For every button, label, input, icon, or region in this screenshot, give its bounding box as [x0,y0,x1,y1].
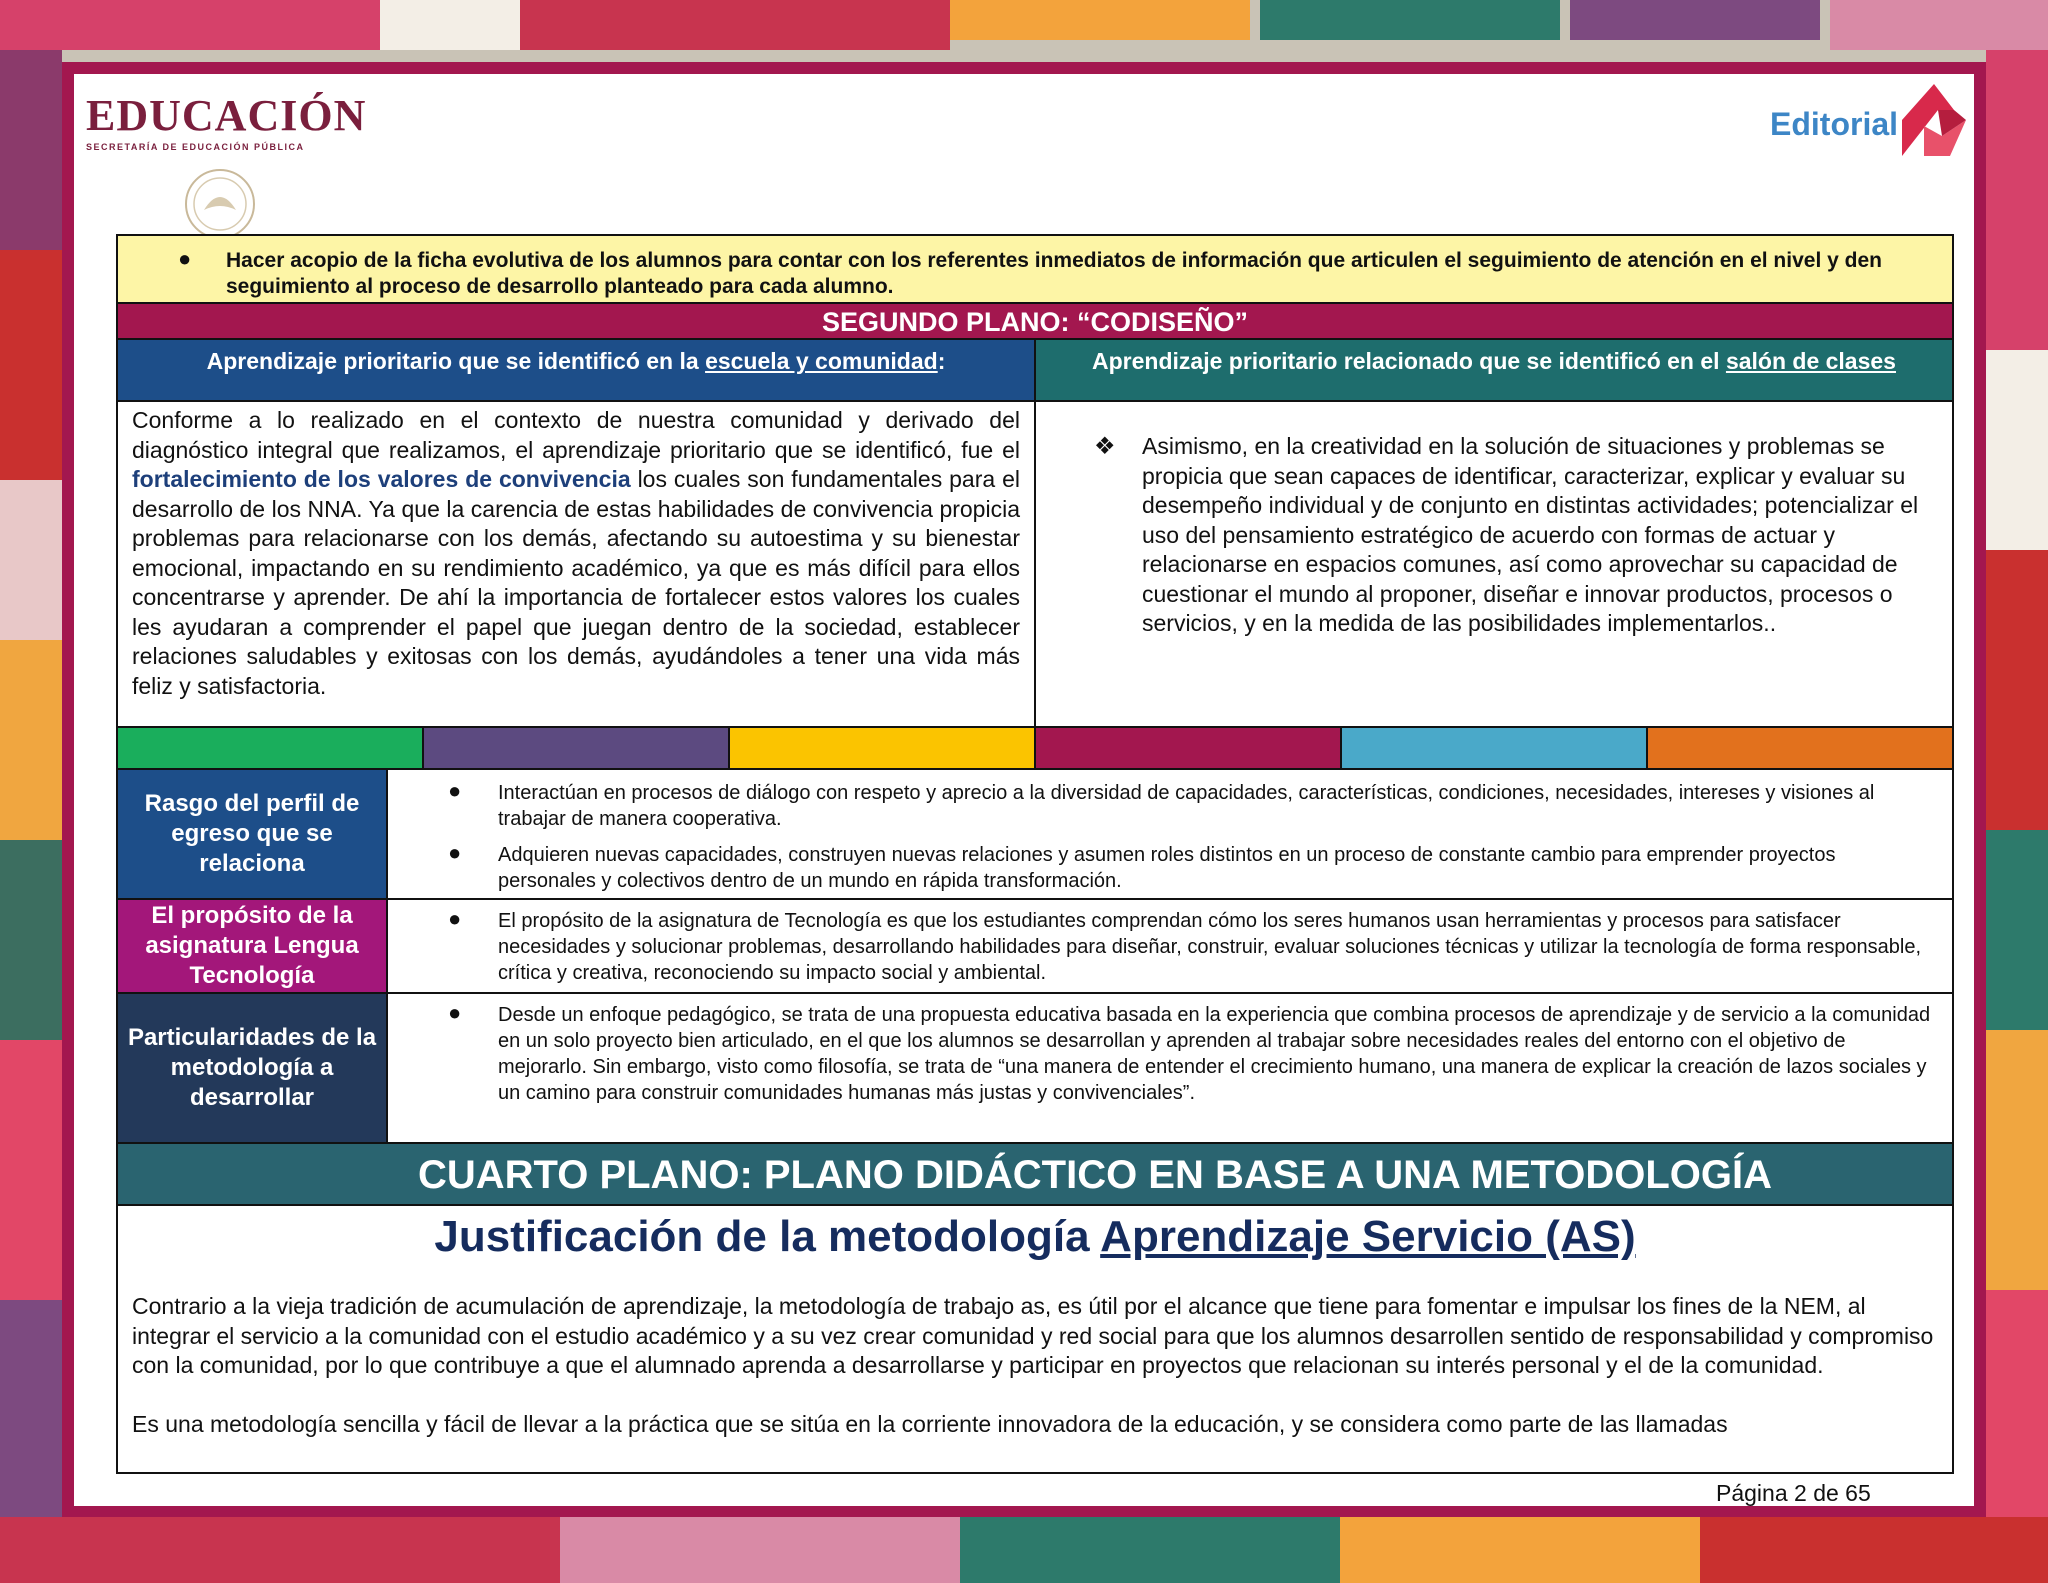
editorial-text: Editorial [1770,106,1899,142]
heading-colon: : [937,348,946,374]
justification-paragraph-2: Es una metodología sencilla y fácil de llevar a la práctica que se sitúa en la corriente innovadora de la educación, y se considera como parte de las llamadas [132,1410,1728,1437]
heading-text: Aprendizaje prioritario relacionado que se identificó en el [1092,348,1726,374]
justification-title-text: Justificación de la metodología [434,1212,1101,1261]
list-item [448,906,1932,986]
rasgo-content [388,770,1952,900]
justification-body [118,1292,1952,1472]
particularidades-item-1: Desde un enfoque pedagógico, se trata de una propuesta educativa basada en la experiencia que combina procesos de aprendizaje y de servicio a la comunidad en un solo proyecto bien articulado, en el que los alumnos se desarrollan y aprenden al trabajar sobre necesidades reales del entorno con el objetivo de mejorarlo. Sin embargo, visto como filosofía, se trata de “una manera de entender el crecimiento humano, una manera de explicar la creación de lazos sociales y un camino para construir comunidades humanas más justas y convivenciales”. [498,1004,1931,1104]
educacion-logo [86,92,386,152]
school-community-heading [118,340,1036,402]
bullet-dot-icon: ● [178,246,192,271]
main-table [116,234,1954,1474]
right-body-text: Asimismo, en la creatividad en la solución de situaciones y problemas se propicia que sean capaces de identificar, caracterizar, explicar y evaluar su desempeño individual y de conjunto en distintas actividades; potencializar el uso del pensamiento estratégico de acuerdo con formas de actuar y relacionarse en espacios comunes, así como aprovechar su capacidad de cuestionar el mundo al proponer, diseñar e innovar productos, procesos o servicios, y en la medida de las posibilidades implementarlos.. [1142,433,1919,636]
list-item [448,1000,1932,1106]
particularidades-content [388,994,1952,1144]
color-bar-yellow [730,728,1036,770]
left-body-part2: los cuales son fundamentales para el desarrollo de los NNA. Ya que la carencia de estas habilidades de convivencia propicia problemas para relacionarse con los demás, afectando su autoestima y su bienestar emocional, impactando en su rendimiento académico, ya que es más difícil para ellos concentrarse y aprender. De ahí la importancia de fortalecer estos valores los cuales les ayudaran a comprender el papel que juegan dentro de la sociedad, establecer relaciones saludables y exitosas con los demás, ayudándoles a tener una vida más feliz y satisfactoria. [132,466,1020,699]
proposito-item-1: El propósito de la asignatura de Tecnología es que los estudiantes comprendan cómo los seres humanos usan herramientas y procesos para satisfacer necesidades y solucionar problemas, desarrollando habilidades para diseñar, construir, evaluar soluciones técnicas y utilizar la tecnología de forma responsable, crítica y creativa, reconociendo su impacto social y ambiental. [498,910,1922,984]
diamond-bullet-icon: ❖ [1094,433,1116,460]
bullet-dot-icon: ● [448,1000,462,1025]
segundo-plano-title: SEGUNDO PLANO: “CODISEÑO” [118,304,1952,340]
color-bar-purple [424,728,730,770]
educacion-subtitle: SECRETARÍA DE EDUCACIÓN PÚBLICA [86,142,305,152]
page-number: Página 2 de 65 [1716,1480,1871,1506]
classroom-heading [1036,340,1952,402]
school-community-text [118,402,1036,728]
proposito-content [388,900,1952,994]
evolution-note-text: Hacer acopio de la ficha evolutiva de los alumnos para contar con los referentes inmediatos de información que articulen el seguimiento de atención en el nivel y den seguimiento al proceso de desarrollo planteado para cada alumno. [226,249,1882,298]
justification-paragraph-1: Contrario a la vieja tradición de acumulación de aprendizaje, la metodología de trabajo as, es útil por el alcance que tiene para fomentar e impulsar los fines de la NEM, al integrar el servicio a la comunidad con el estudio académico y a su vez crear comunidad y red social para que los alumnos desarrollen sentido de responsabilidad y compromiso con la comunidad, por lo que contribuye a que el alumnado aprenda a desarrollarse y participar en proyectos que relacionan su interés personal y el de la comunidad. [132,1293,1934,1378]
bullet-dot-icon: ● [448,840,462,865]
proposito-label: El propósito de la asignatura Lengua Tecnología [118,900,388,994]
seal-icon [182,166,258,242]
md-logo-icon [1898,80,1970,158]
aprendizaje-servicio-underline: Aprendizaje Servicio (AS) [1100,1212,1636,1261]
justification-title [118,1206,1952,1268]
bullet-dot-icon: ● [448,778,462,803]
color-bar-green [118,728,424,770]
salon-clases-underline: salón de clases [1725,348,1896,374]
cuarto-plano-title: CUARTO PLANO: PLANO DIDÁCTICO EN BASE A UNA METODOLOGÍA [118,1144,1952,1206]
heading-text: Aprendizaje prioritario que se identificó en la [206,348,706,374]
list-item [448,840,1932,894]
color-bar-blue [1342,728,1648,770]
classroom-text [1036,402,1952,728]
left-body-highlight: fortalecimiento de los valores de convivencia [132,466,631,492]
list-item [448,778,1932,832]
particularidades-label: Particularidades de la metodología a desarrollar [118,994,388,1144]
rasgo-label: Rasgo del perfil de egreso que se relaciona [118,770,388,900]
editorial-md-logo [1770,78,1970,160]
rasgo-item-2: Adquieren nuevas capacidades, construyen nuevas relaciones y asumen roles distintos en un proceso de constante cambio para emprender proyectos personales y colectivos dentro de un mundo en rápida transformación. [498,844,1836,892]
rasgo-item-1: Interactúan en procesos de diálogo con respeto y aprecio a la diversidad de capacidades, características, condiciones, necesidades, intereses y visiones al trabajar de manera cooperativa. [498,782,1875,830]
color-bar-orange [1648,728,1952,770]
educacion-title: EDUCACIÓN [86,91,367,140]
left-body-part1: Conforme a lo realizado en el contexto de nuestra comunidad y derivado del diagnóstico integral que realizamos, el aprendizaje prioritario que se identificó, fue el [132,407,1020,463]
bullet-dot-icon: ● [448,906,462,931]
escuela-comunidad-underline: escuela y comunidad [705,348,938,374]
color-bar-magenta [1036,728,1342,770]
evolution-note [118,236,1952,304]
